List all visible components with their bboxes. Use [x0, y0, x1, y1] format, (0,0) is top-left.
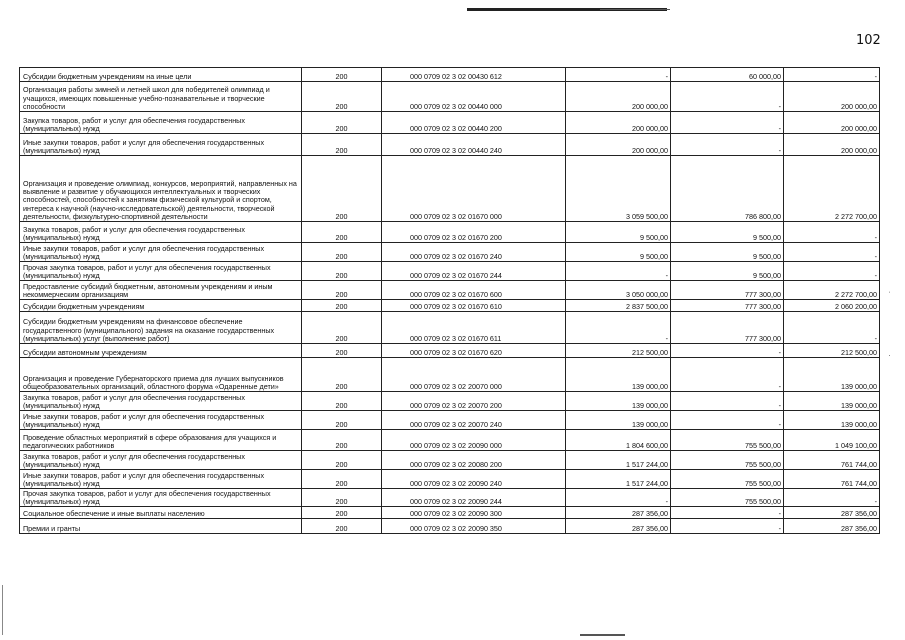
table-row	[20, 82, 880, 112]
row-change-amount: 777 300,00	[671, 312, 784, 344]
table-row	[20, 507, 880, 519]
row-change-amount: 9 500,00	[671, 243, 784, 262]
table-row	[20, 134, 880, 156]
table-row	[20, 156, 880, 222]
row-change-amount: -	[671, 392, 784, 411]
row-name: Субсидии автономным учреждениям	[20, 344, 302, 358]
row-total-amount: 200 000,00	[784, 82, 880, 112]
row-total-amount: 1 049 100,00	[784, 430, 880, 451]
row-code: 200	[302, 470, 382, 489]
row-kbk: 000 0709 02 3 02 20070 000	[382, 358, 566, 392]
row-code: 200	[302, 156, 382, 222]
row-kbk: 000 0709 02 3 02 01670 200	[382, 222, 566, 243]
top-rule-shadow	[600, 9, 670, 10]
row-approved-amount: 2 837 500,00	[566, 300, 671, 312]
row-code: 200	[302, 222, 382, 243]
row-kbk: 000 0709 02 3 02 00440 240	[382, 134, 566, 156]
row-name: Прочая закупка товаров, работ и услуг для обеспечения государственных (муниципальных) нужд	[20, 262, 302, 281]
row-code: 200	[302, 507, 382, 519]
row-code: 200	[302, 392, 382, 411]
row-name: Организация и проведение олимпиад, конкурсов, мероприятий, направленных на выявление и развитие у обучающихся интеллектуальных и творческих способностей, способностей к занятиям физической культурой и спортом, интереса к научной (научно-исследовательской) деятельности, творческой деятельности, физкультурно-спортивной деятельности	[20, 156, 302, 222]
row-approved-amount: 1 517 244,00	[566, 451, 671, 470]
row-total-amount: -	[784, 68, 880, 82]
row-change-amount: -	[671, 134, 784, 156]
row-total-amount: -	[784, 262, 880, 281]
row-code: 200	[302, 300, 382, 312]
row-change-amount: 755 500,00	[671, 451, 784, 470]
row-kbk: 000 0709 02 3 02 20090 300	[382, 507, 566, 519]
row-change-amount: 755 500,00	[671, 489, 784, 507]
budget-table	[19, 67, 880, 534]
row-approved-amount: 200 000,00	[566, 134, 671, 156]
row-code: 200	[302, 358, 382, 392]
row-name: Прочая закупка товаров, работ и услуг для обеспечения государственных (муниципальных) нужд	[20, 489, 302, 507]
row-kbk: 000 0709 02 3 02 00430 612	[382, 68, 566, 82]
table-row	[20, 392, 880, 411]
row-approved-amount: 1 804 600,00	[566, 430, 671, 451]
table-row	[20, 112, 880, 134]
row-approved-amount: -	[566, 312, 671, 344]
row-name: Субсидии бюджетным учреждениям на иные цели	[20, 68, 302, 82]
row-code: 200	[302, 344, 382, 358]
row-kbk: 000 0709 02 3 02 20090 000	[382, 430, 566, 451]
row-change-amount: 9 500,00	[671, 262, 784, 281]
row-kbk: 000 0709 02 3 02 20070 240	[382, 411, 566, 430]
row-change-amount: -	[671, 358, 784, 392]
row-approved-amount: 3 050 000,00	[566, 281, 671, 300]
row-code: 200	[302, 112, 382, 134]
row-change-amount: 755 500,00	[671, 470, 784, 489]
row-total-amount: 287 356,00	[784, 507, 880, 519]
row-code: 200	[302, 430, 382, 451]
table-row	[20, 344, 880, 358]
row-total-amount: 2 272 700,00	[784, 281, 880, 300]
row-total-amount: -	[784, 243, 880, 262]
row-kbk: 000 0709 02 3 02 01670 600	[382, 281, 566, 300]
row-kbk: 000 0709 02 3 02 20080 200	[382, 451, 566, 470]
table-row	[20, 281, 880, 300]
row-total-amount: 200 000,00	[784, 134, 880, 156]
row-total-amount: 761 744,00	[784, 470, 880, 489]
row-change-amount: 777 300,00	[671, 281, 784, 300]
scan-margin-mark	[2, 585, 3, 635]
row-code: 200	[302, 134, 382, 156]
table-row	[20, 470, 880, 489]
row-approved-amount: 3 059 500,00	[566, 156, 671, 222]
row-total-amount: 200 000,00	[784, 112, 880, 134]
table-row	[20, 68, 880, 82]
row-approved-amount: 200 000,00	[566, 82, 671, 112]
row-change-amount: 786 800,00	[671, 156, 784, 222]
row-kbk: 000 0709 02 3 02 20070 200	[382, 392, 566, 411]
scan-margin-mark: ˈ	[888, 290, 891, 300]
bottom-rule	[580, 634, 625, 636]
row-change-amount: 9 500,00	[671, 222, 784, 243]
row-name: Закупка товаров, работ и услуг для обеспечения государственных (муниципальных) нужд	[20, 392, 302, 411]
row-change-amount: -	[671, 112, 784, 134]
row-kbk: 000 0709 02 3 02 00440 000	[382, 82, 566, 112]
row-total-amount: 212 500,00	[784, 344, 880, 358]
row-total-amount: -	[784, 312, 880, 344]
table-row	[20, 358, 880, 392]
row-kbk: 000 0709 02 3 02 01670 610	[382, 300, 566, 312]
row-kbk: 000 0709 02 3 02 01670 240	[382, 243, 566, 262]
row-name: Организация работы зимней и летней школ для победителей олимпиад и учащихся, имеющих повышенные учебно-познавательные и творческие способности	[20, 82, 302, 112]
row-name: Проведение областных мероприятий в сфере образования для учащихся и педагогических работников	[20, 430, 302, 451]
row-code: 200	[302, 243, 382, 262]
row-name: Иные закупки товаров, работ и услуг для обеспечения государственных (муниципальных) нужд	[20, 411, 302, 430]
row-name: Организация и проведение Губернаторского приема для лучших выпускников общеобразовательных организаций, областного форума «Одаренные дети»	[20, 358, 302, 392]
row-code: 200	[302, 281, 382, 300]
row-kbk: 000 0709 02 3 02 20090 240	[382, 470, 566, 489]
row-total-amount: 139 000,00	[784, 411, 880, 430]
row-kbk: 000 0709 02 3 02 01670 244	[382, 262, 566, 281]
table-row	[20, 262, 880, 281]
row-approved-amount: 212 500,00	[566, 344, 671, 358]
row-code: 200	[302, 68, 382, 82]
row-name: Иные закупки товаров, работ и услуг для обеспечения государственных (муниципальных) нужд	[20, 470, 302, 489]
table-row	[20, 243, 880, 262]
row-kbk: 000 0709 02 3 02 20090 350	[382, 519, 566, 534]
row-name: Иные закупки товаров, работ и услуг для обеспечения государственных (муниципальных) нужд	[20, 243, 302, 262]
table-row	[20, 519, 880, 534]
row-code: 200	[302, 262, 382, 281]
row-approved-amount: -	[566, 68, 671, 82]
row-code: 200	[302, 82, 382, 112]
row-change-amount: -	[671, 411, 784, 430]
row-approved-amount: 1 517 244,00	[566, 470, 671, 489]
table-row	[20, 312, 880, 344]
table-row	[20, 430, 880, 451]
row-approved-amount: 287 356,00	[566, 507, 671, 519]
table-row	[20, 451, 880, 470]
page-number: 102	[856, 33, 881, 48]
row-name: Социальное обеспечение и иные выплаты населению	[20, 507, 302, 519]
row-approved-amount: 200 000,00	[566, 112, 671, 134]
row-total-amount: 2 272 700,00	[784, 156, 880, 222]
row-total-amount: -	[784, 222, 880, 243]
row-change-amount: 755 500,00	[671, 430, 784, 451]
row-change-amount: -	[671, 507, 784, 519]
row-name: Закупка товаров, работ и услуг для обеспечения государственных (муниципальных) нужд	[20, 451, 302, 470]
row-name: Закупка товаров, работ и услуг для обеспечения государственных (муниципальных) нужд	[20, 112, 302, 134]
row-name: Субсидии бюджетным учреждениям	[20, 300, 302, 312]
row-name: Субсидии бюджетным учреждениям на финансовое обеспечение государственного (муниципального) задания на оказание государственных (муниципальных) услуг (выполнение работ)	[20, 312, 302, 344]
row-name: Премии и гранты	[20, 519, 302, 534]
row-total-amount: 139 000,00	[784, 358, 880, 392]
row-name: Предоставление субсидий бюджетным, автономным учреждениям и иным некоммерческим организациям	[20, 281, 302, 300]
row-change-amount: -	[671, 519, 784, 534]
row-total-amount: 761 744,00	[784, 451, 880, 470]
table-row	[20, 300, 880, 312]
row-code: 200	[302, 451, 382, 470]
row-name: Закупка товаров, работ и услуг для обеспечения государственных (муниципальных) нужд	[20, 222, 302, 243]
row-approved-amount: 9 500,00	[566, 243, 671, 262]
row-total-amount: 2 060 200,00	[784, 300, 880, 312]
row-kbk: 000 0709 02 3 02 01670 620	[382, 344, 566, 358]
scan-margin-mark: ·	[888, 350, 891, 360]
row-total-amount: 287 356,00	[784, 519, 880, 534]
row-approved-amount: -	[566, 262, 671, 281]
row-change-amount: 60 000,00	[671, 68, 784, 82]
row-kbk: 000 0709 02 3 02 01670 000	[382, 156, 566, 222]
row-code: 200	[302, 312, 382, 344]
row-kbk: 000 0709 02 3 02 00440 200	[382, 112, 566, 134]
row-change-amount: 777 300,00	[671, 300, 784, 312]
row-approved-amount: 139 000,00	[566, 358, 671, 392]
row-change-amount: -	[671, 82, 784, 112]
row-name: Иные закупки товаров, работ и услуг для обеспечения государственных (муниципальных) нужд	[20, 134, 302, 156]
row-approved-amount: 139 000,00	[566, 392, 671, 411]
row-total-amount: 139 000,00	[784, 392, 880, 411]
row-kbk: 000 0709 02 3 02 01670 611	[382, 312, 566, 344]
row-code: 200	[302, 489, 382, 507]
row-approved-amount: -	[566, 489, 671, 507]
table-row	[20, 411, 880, 430]
row-code: 200	[302, 519, 382, 534]
row-change-amount: -	[671, 344, 784, 358]
table-body	[20, 68, 880, 534]
table-row	[20, 222, 880, 243]
row-approved-amount: 287 356,00	[566, 519, 671, 534]
row-total-amount: -	[784, 489, 880, 507]
row-kbk: 000 0709 02 3 02 20090 244	[382, 489, 566, 507]
row-approved-amount: 9 500,00	[566, 222, 671, 243]
row-approved-amount: 139 000,00	[566, 411, 671, 430]
row-code: 200	[302, 411, 382, 430]
table-row	[20, 489, 880, 507]
